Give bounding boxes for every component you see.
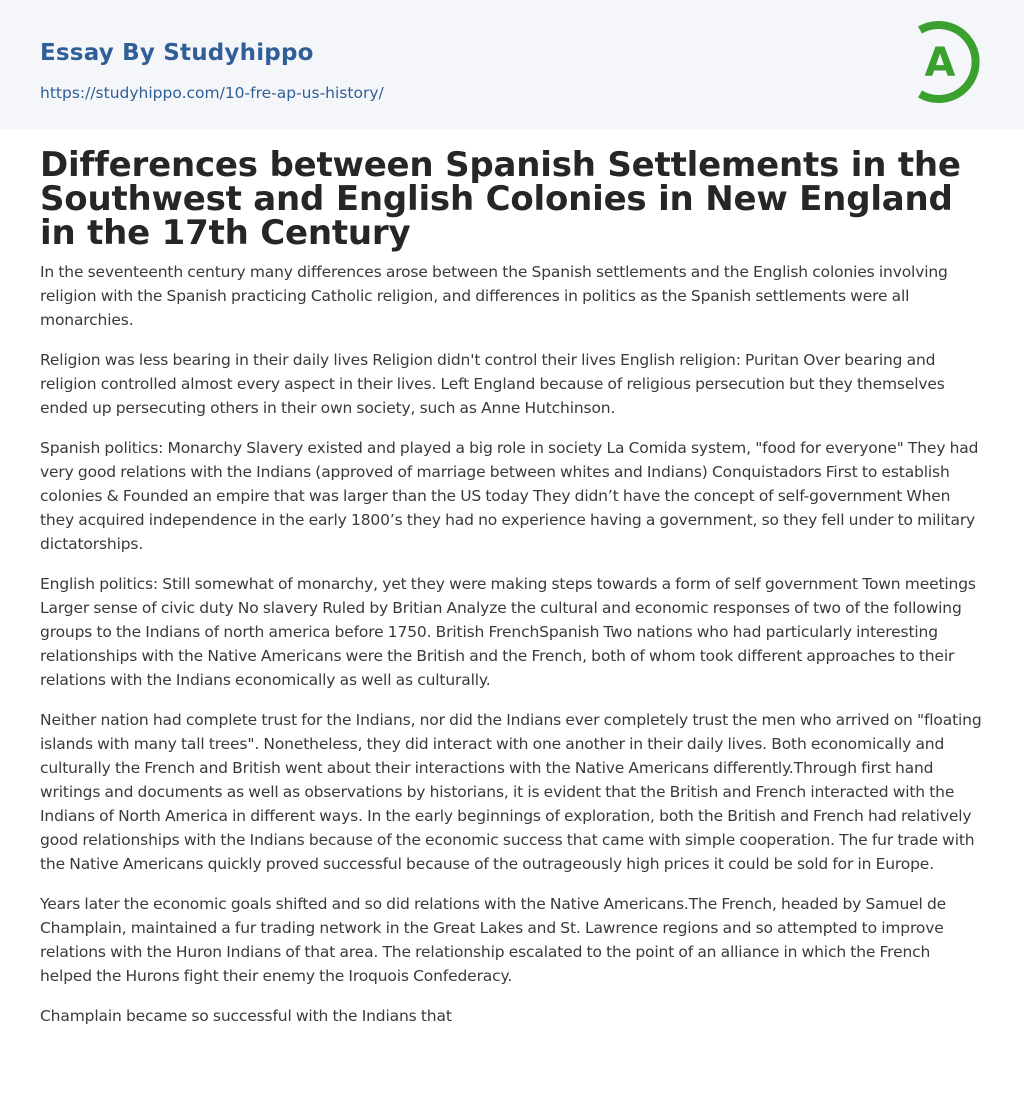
essay-content [40, 145, 985, 1044]
essay-paragraph: Religion was less bearing in their daily lives Religion didn't control their lives English religion: Puritan Over bearing and religion controlled almost every aspect in their lives. Left England because of religious persecution but they themselves ended up persecuting others in their own society, such as Anne Hutchinson. [40, 351, 945, 417]
brand-title[interactable]: Essay By Studyhippo [40, 40, 314, 66]
essay-paragraph: English politics: Still somewhat of monarchy, yet they were making steps towards a form of self government Town meetings Larger sense of civic duty No slavery Ruled by Britian Analyze the cultural and economic responses of two of the following groups to the Indians of north america before 1750. British FrenchSpanish Two nations who had particularly interesting relationships with the Native Americans were the British and the French, both of whom took different approaches to their relations with the Indians economically as well as culturally. [40, 575, 976, 689]
essay-paragraph: In the seventeenth century many differences arose between the Spanish settlements and the English colonies involving religion with the Spanish practicing Catholic religion, and differences in politics as the Spanish settlements were all monarchies. [40, 263, 948, 329]
site-header [0, 0, 1024, 129]
essay-paragraph: Neither nation had complete trust for the Indians, nor did the Indians ever completely trust the men who arrived on "floating islands with many tall trees". Nonetheless, they did interact with one another in their daily lives. Both economically and culturally the French and British went about their interactions with the Native Americans differently.Through first hand writings and documents as well as observations by historians, it is evident that the British and French interacted with the Indians of North America in different ways. In the early beginnings of exploration, both the British and French had relatively good relationships with the Indians because of the economic success that came with simple cooperation. The fur trade with the Native Americans quickly proved successful because of the outrageously high prices it could be sold for in Europe. [40, 711, 982, 873]
letter-a-ring-logo[interactable] [908, 18, 988, 106]
logo-letter: A [924, 40, 956, 86]
essay-paragraph: Spanish politics: Monarchy Slavery existed and played a big role in society La Comida system, "food for everyone" They had very good relations with the Indians (approved of marriage between whites and Indians) Conquistadors First to establish colonies & Founded an empire that was larger than the US today They didn’t have the concept of self-government When they acquired independence in the early 1800’s they had no experience having a government, so they fell under to military dictatorships. [40, 439, 979, 553]
essay-paragraph: Years later the economic goals shifted and so did relations with the Native Americans.The French, headed by Samuel de Champlain, maintained a fur trading network in the Great Lakes and St. Lawrence regions and so attempted to improve relations with the Huron Indians of that area. The relationship escalated to the point of an alliance in which the French helped the Hurons fight their enemy the Iroquois Confederacy. [40, 895, 947, 985]
essay-url-link[interactable]: https://studyhippo.com/10-fre-ap-us-history/ [40, 84, 384, 102]
essay-title: Differences between Spanish Settlements in the Southwest and English Colonies in New England in the 17th Century [40, 145, 961, 253]
essay-paragraph: Champlain became so successful with the Indians that [40, 1007, 452, 1025]
